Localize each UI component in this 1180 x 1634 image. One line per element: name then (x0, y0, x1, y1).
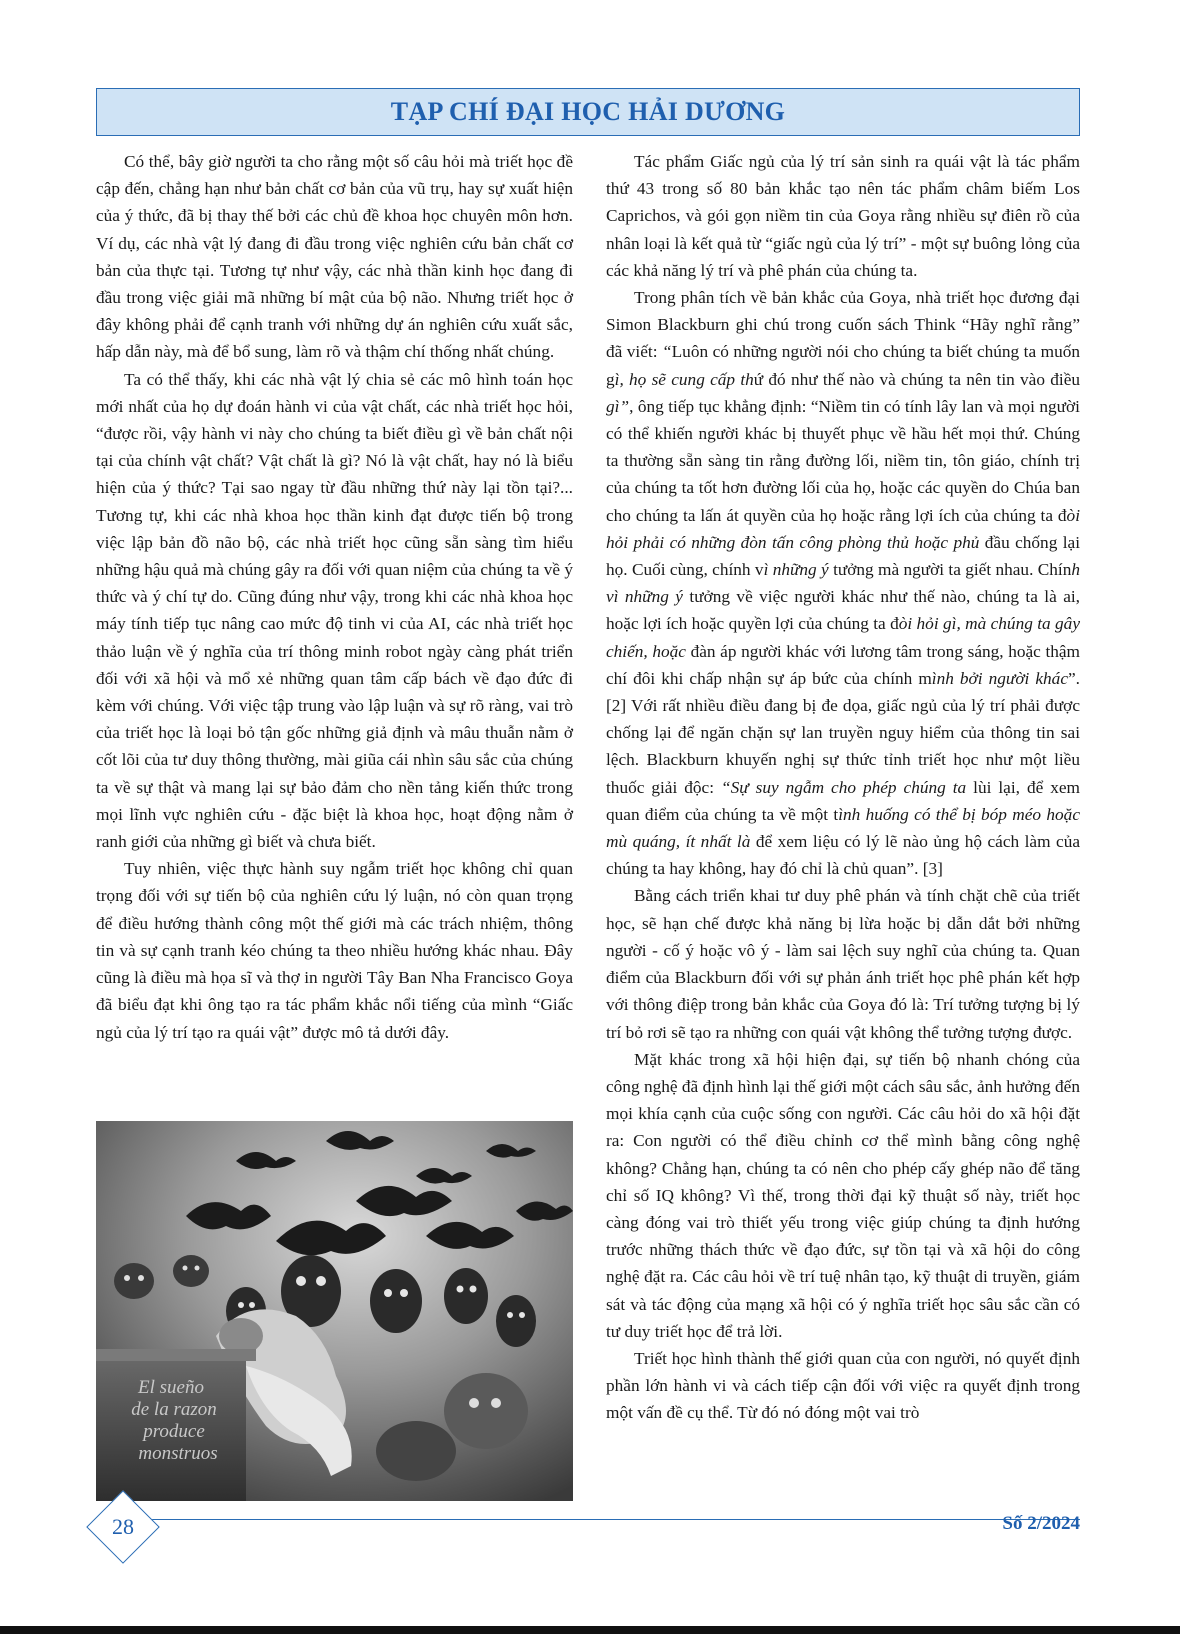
left-column (96, 148, 573, 1046)
etching-caption-line: El sueño (138, 1377, 204, 1398)
text-run: tưởng mà người ta giết nhau. Chín (828, 560, 1072, 580)
text-run: Tuy nhiên, việc thực hành suy ngẫm triết học không chỉ quan trọng đối với sự tiến bộ của nghiên cứu lý luận, nó còn quan trọng để điều hướng thành công một thế giới mà các trách nhiệm, thông tin và sự cạnh tranh kéo chúng ta theo nhiều hướng khác nhau. Đây cũng là điều mà họa sĩ và thợ in người Tây Ban Nha Francisco Goya đã biểu đạt khi ông tạo ra tác phẩm khắc nổi tiếng của mình “Giấc ngủ của lý trí tạo ra quái vật” được mô tả dưới đây. (96, 859, 573, 1042)
journal-title: TẠP CHÍ ĐẠI HỌC HẢI DƯƠNG (390, 97, 786, 126)
etching-caption-line: monstruos (138, 1443, 218, 1464)
text-run: Triết học hình thành thế giới quan của con người, nó quyết định phần lớn hành vi và cách tiếp cận đối với việc ra quyết định trong một vấn đề cụ thể. Từ đó nó đóng một vai trò (606, 1348, 1080, 1423)
journal-header (96, 88, 1080, 136)
body-paragraph (96, 366, 573, 856)
text-run: đầu chống lại họ. Cuối cùng, chính v (606, 532, 1080, 580)
body-paragraph (606, 1046, 1080, 1345)
italic-text-run: òi hỏi gì, mà chúng ta gây chiến, hoặc (606, 614, 1080, 661)
etching-caption-line: de la razon (131, 1399, 217, 1420)
body-paragraph (606, 882, 1080, 1045)
italic-text-run: gì” (606, 396, 630, 416)
text-run: tưởng về việc người khác như thế nào, chúng ta là ai, hoặc lợi ích hoặc quyền lợi của chúng ta đ (606, 587, 1080, 634)
italic-text-run: ình bởi người khác (931, 668, 1068, 688)
text-run: đàn áp người khác với lương tâm trong sáng, hoặc thậm chí đôi khi chấp nhận sự áp bức của chính m (606, 641, 1081, 688)
text-run: Mặt khác trong xã hội hiện đại, sự tiến bộ nhanh chóng của công nghệ đã định hình lại thế giới một cách sâu sắc, ảnh hưởng đến mọi khía cạnh của cuộc sống con người. Các câu hỏi do xã hội đặt ra: Con người có thể điều chỉnh cơ thể mình bằng công nghệ không? Chẳng hạn, chúng ta có nên cho phép cấy ghép não để tăng chỉ số IQ không? Vì thế, trong thời đại kỹ thuật số này, triết học càng đóng vai trò thiết yếu trong việc giúp chúng ta định hướng trước những thách thức về đạo đức, sự tồn tại và xã hội do công nghệ đặt ra. Các câu hỏi về trí tuệ nhân tạo, kỹ thuật di truyền, giám sát và tác động của mạng xã hội có ý nghĩa triết học sâu sắc cần có tư duy triết học để trả lời. (606, 1049, 1080, 1341)
bottom-edge-bar (0, 1626, 1180, 1634)
italic-text-run: “Sự suy ngẫm cho phép chúng ta (721, 777, 967, 797)
right-column (606, 148, 1080, 1427)
text-run: Bằng cách triển khai tư duy phê phán và tính chặt chẽ của triết học, sẽ hạn chế được khả năng bị lừa hoặc bị dẫn dắt bởi những người - cố ý hoặc vô ý - làm sai lệch suy nghĩ của chúng ta. Quan điểm của Blackburn đối với sự phản ánh triết học phê phán kết hợp với thông điệp trong bản khắc của Goya đó là: Trí tưởng tượng bị lý trí bỏ rơi sẽ tạo ra những con quái vật không thể tưởng tượng được. (606, 886, 1080, 1042)
text-run: Luôn có những người nói cho chúng ta biết chúng ta muốn g (606, 342, 1080, 389)
text-run: Tác phẩm Giấc ngủ của lý trí sản sinh ra quái vật là tác phẩm thứ 43 trong số 80 bản khắc tạo nên tác phẩm châm biếm Los Caprichos, và gói gọn niềm tin của Goya rằng nhiều sự điên rồ của nhân loại là kết quả từ “giấc ngủ của lý trí” - một sự buông lỏng của các khả năng lý trí và phê phán của chúng ta. (606, 152, 1080, 280)
body-paragraph (96, 855, 573, 1045)
italic-text-run: ì, họ sẽ cung cấp th (614, 369, 754, 389)
issue-number: Số 2/2024 (1002, 1513, 1080, 1534)
etching-caption-line: produce (143, 1421, 205, 1442)
italic-text-run: “ (662, 342, 672, 362)
goya-etching-image (96, 1121, 573, 1501)
page-number: 28 (112, 1514, 134, 1539)
text-run: Trong phân tích về bản khắc của Goya, nhà triết học đương đại Simon Blackburn ghi chú trong cuốn sách Think “Hãy nghĩ rằng” đã viết: (606, 288, 1080, 362)
text-run: lùi lại, để xem quan điểm của chúng ta về một t (606, 777, 1080, 824)
italic-text-run: ì những ý (763, 560, 829, 580)
footer-divider (126, 1519, 1080, 1520)
text-run: để xem liệu có lý lẽ nào ủng hộ cách làm của chúng ta hay không, hay đó chỉ là chủ quan”. [3] (606, 832, 1080, 879)
text-run: , ông tiếp tục khẳng định: “Niềm tin có tính lây lan và mọi người có thể khiến người khác bị thuyết phục về hầu hết mọi thứ. Chúng ta thường sẵn sàng tin rằng đường lối, niềm tin, tôn giáo, chính trị của chúng ta tốt hơn đường lối của họ, hoặc các quyền do Chúa ban cho chúng ta lấn át quyền của họ hoặc rằng lợi ích của chúng ta đ (606, 396, 1080, 525)
text-run: ứ đó như thế nào và chúng ta nên tin vào điều (753, 369, 1081, 389)
text-run: Có thể, bây giờ người ta cho rằng một số câu hỏi mà triết học đề cập đến, chẳng hạn như bản chất cơ bản của vũ trụ, hay sự xuất hiện của ý thức, đã bị thay thế bởi các chủ đề khoa học chuyên môn hơn. Ví dụ, các nhà vật lý đang đi đầu trong việc nghiên cứu bản chất cơ bản của thực tại. Tương tự như vậy, các nhà thần kinh học đang đi đầu trong việc giải mã những bí mật của bộ não. Nhưng triết học ở đây không phải để cạnh tranh với những dự án nghiên cứu xuất sắc, hấp dẫn này, mà để bổ sung, làm rõ và thậm chí thống nhất chúng. (96, 152, 573, 362)
italic-text-run: ình huống có thể bị bóp méo hoặc mù quáng, ít nhất là (606, 804, 1080, 852)
text-run: ”. [2] Với rất nhiều điều đang bị đe dọa, giấc ngủ của lý trí phải được chống lại để ngăn chặn sự lan truyền nguy hiểm của thông tin sai lệch. Blackburn khuyến nghị sự thức tỉnh triết học như một liều thuốc giải độc: (606, 668, 1080, 797)
italic-text-run: òi hỏi phải có những đòn tấn công phòng thủ hoặc phủ (606, 505, 1080, 552)
etching-illustration (96, 1121, 573, 1501)
italic-text-run: h vì những ý (606, 560, 1080, 607)
body-paragraph (606, 1345, 1080, 1427)
body-paragraph (96, 148, 573, 366)
body-paragraph (606, 148, 1080, 284)
body-paragraph (606, 284, 1080, 882)
text-run: Ta có thể thấy, khi các nhà vật lý chia sẻ các mô hình toán học mới nhất của họ dự đoán hành vi của vật chất, các nhà triết học hỏi, “được rồi, vậy hành vi này cho chúng ta biết điều gì về bản chất nội tại của chính vật chất? Vật chất là gì? Nó là vật chất, hay nó là biểu hiện của ý thức? Tại sao ngay từ đầu những thứ này lại tồn tại?... Tương tự, khi các nhà khoa học thần kinh đạt được tiến bộ trong việc lập bản đồ não bộ, các nhà triết học cũng sẵn sàng tìm hiểu những hậu quả mà chúng gây ra đối với quan niệm của chúng ta về ý thức và ý chí tự do. Cũng đúng như vậy, trong khi các nhà khoa học máy tính tiếp tục nâng cao mức độ tinh vi của AI, các nhà triết học thảo luận về ý nghĩa của trí thông minh robot ngày càng phát triển đối với xã hội và mổ xẻ những quan tâm cấp bách về đạo đức đi kèm với chúng. Với việc tập trung vào lập luận và sự rõ ràng, vai trò của triết học là loại bỏ tận gốc những giả định và mâu thuẫn nằm ở cốt lõi của tư duy thông thường, mài giũa cái nhìn sâu sắc của chúng ta về sự thật và mang lại sự bảo đảm cho nền tảng kiến thức trong mọi lĩnh vực nghiên cứu - đặc biệt là khoa học, hoạt động nằm ở ranh giới của những gì biết và chưa biết. (96, 369, 573, 852)
